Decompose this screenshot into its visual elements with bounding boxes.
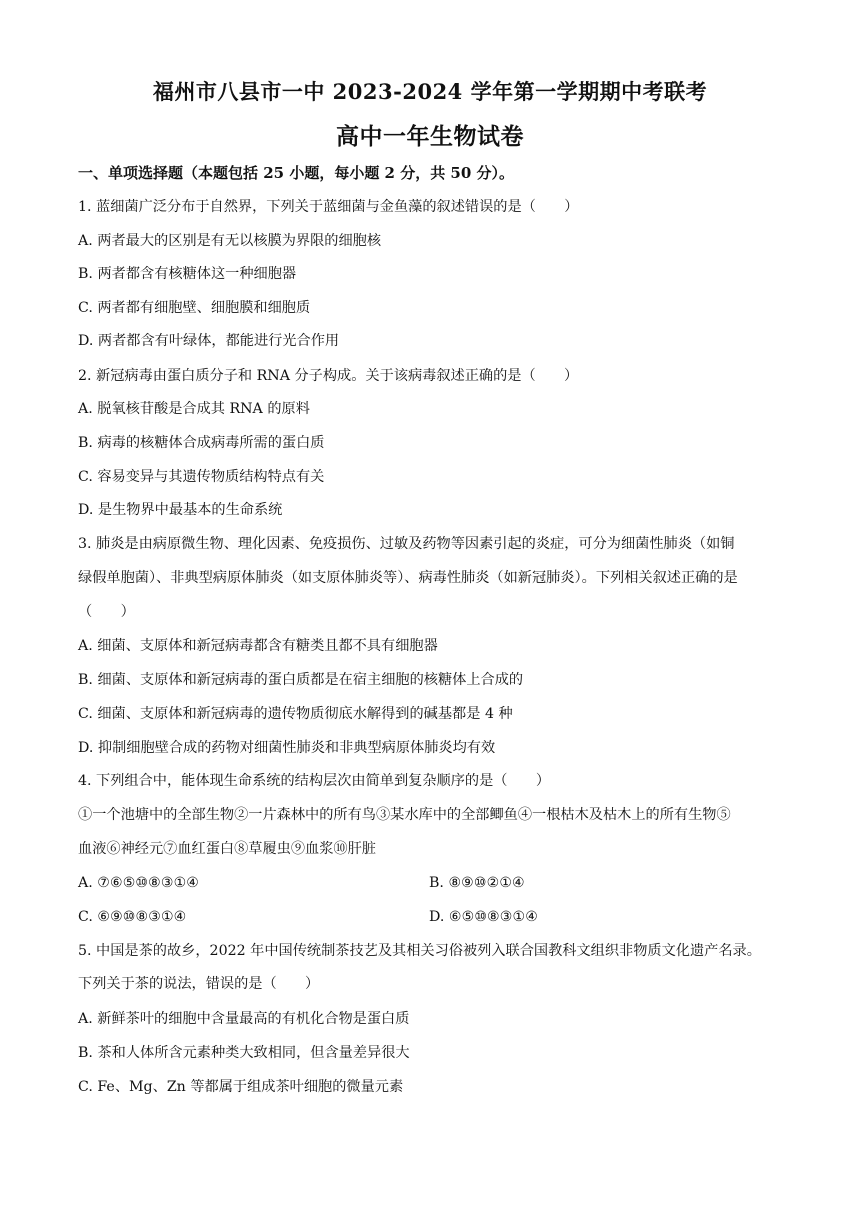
section-heading: 一、单项选择题（本题包括 25 小题，每小题 2 分，共 50 分）。 xyxy=(78,164,515,182)
question-2-option-c: C. 容易变异与其遗传物质结构特点有关 xyxy=(78,469,325,485)
question-2-option-b: B. 病毒的核糖体合成病毒所需的蛋白质 xyxy=(78,435,325,451)
question-3-stem: （ ） xyxy=(78,604,135,620)
question-4-option-a: A. ⑦⑥⑤⑩⑧③①④ xyxy=(78,875,200,891)
question-5-option-b: B. 茶和人体所含元素种类大致相同，但含量差异很大 xyxy=(78,1045,410,1061)
question-3-option-c: C. 细菌、支原体和新冠病毒的遗传物质彻底水解得到的碱基都是 4 种 xyxy=(78,706,513,722)
question-2-stem: 2. 新冠病毒由蛋白质分子和 RNA 分子构成。关于该病毒叙述正确的是（ ） xyxy=(78,368,579,384)
question-2-option-d: D. 是生物界中最基本的生命系统 xyxy=(78,502,283,518)
question-5-stem: 5. 中国是茶的故乡，2022 年中国传统制茶技艺及其相关习俗被列入联合国教科文组织非物质文化遗产名录。 xyxy=(78,943,761,959)
question-5-option-c: C. Fe、Mg、Zn 等都属于组成茶叶细胞的微量元素 xyxy=(78,1079,404,1095)
question-5-stem: 下列关于茶的说法，错误的是（ ） xyxy=(78,976,320,992)
question-1-option-a: A. 两者最大的区别是有无以核膜为界限的细胞核 xyxy=(78,233,382,249)
question-3-stem: 绿假单胞菌）、非典型病原体肺炎（如支原体肺炎等）、病毒性肺炎（如新冠肺炎）。下列相关叙述正确的是 xyxy=(78,570,738,586)
question-4-option-d: D. ⑥⑤⑩⑧③①④ xyxy=(429,909,538,925)
question-1-stem: 1. 蓝细菌广泛分布于自然界，下列关于蓝细菌与金鱼藻的叙述错误的是（ ） xyxy=(78,199,579,215)
question-4-stem: 血液⑥神经元⑦血红蛋白⑧草履虫⑨血浆⑩肝脏 xyxy=(78,841,376,857)
question-4-stem: 4. 下列组合中，能体现生命系统的结构层次由简单到复杂顺序的是（ ） xyxy=(78,773,551,789)
question-1-option-d: D. 两者都含有叶绿体，都能进行光合作用 xyxy=(78,333,340,349)
question-5-option-a: A. 新鲜茶叶的细胞中含量最高的有机化合物是蛋白质 xyxy=(78,1011,410,1027)
question-1-option-c: C. 两者都有细胞壁、细胞膜和细胞质 xyxy=(78,300,311,316)
question-1-option-b: B. 两者都含有核糖体这一种细胞器 xyxy=(78,266,297,282)
exam-title: 福州市八县市一中 2023-2024 学年第一学期期中考联考 xyxy=(152,79,708,104)
exam-subtitle: 高中一年生物试卷 xyxy=(336,123,524,150)
question-2-option-a: A. 脱氧核苷酸是合成其 RNA 的原料 xyxy=(78,401,310,417)
question-4-stem: ①一个池塘中的全部生物②一片森林中的所有鸟③某水库中的全部鲫鱼④一根枯木及枯木上的所有生物⑤ xyxy=(78,807,731,823)
question-3-stem: 3. 肺炎是由病原微生物、理化因素、免疫损伤、过敏及药物等因素引起的炎症，可分为细菌性肺炎（如铜 xyxy=(78,536,735,552)
question-3-option-b: B. 细菌、支原体和新冠病毒的蛋白质都是在宿主细胞的核糖体上合成的 xyxy=(78,672,524,688)
question-3-option-d: D. 抑制细胞壁合成的药物对细菌性肺炎和非典型病原体肺炎均有效 xyxy=(78,740,496,756)
question-4-option-c: C. ⑥⑨⑩⑧③①④ xyxy=(78,909,187,925)
question-3-option-a: A. 细菌、支原体和新冠病毒都含有糖类且都不具有细胞器 xyxy=(78,638,438,654)
question-4-option-b: B. ⑧⑨⑩②①④ xyxy=(429,875,525,891)
